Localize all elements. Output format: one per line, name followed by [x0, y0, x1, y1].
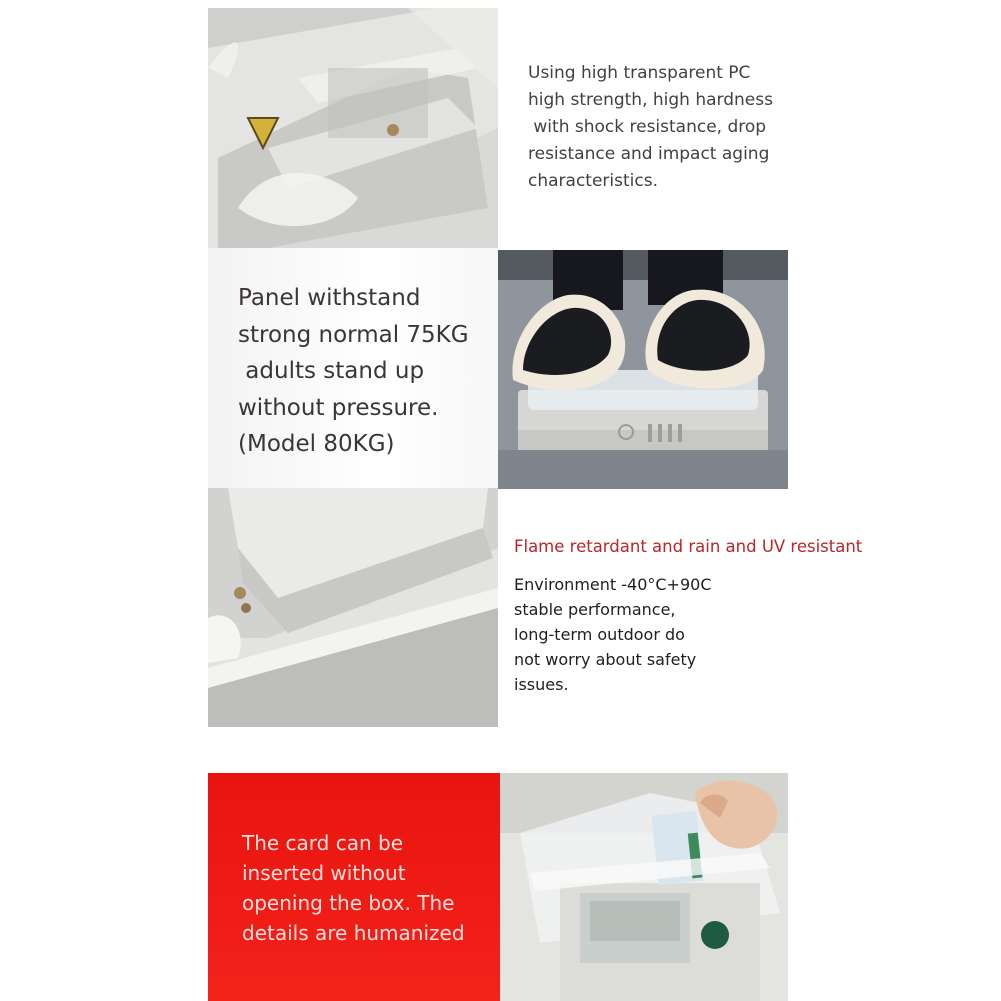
card-insertion-photo — [500, 773, 788, 1001]
cover-detail-photo — [208, 488, 498, 727]
transparent-cover-photo — [208, 8, 498, 248]
card-insertion-description: The card can be inserted without opening the box. The details are humanized — [242, 831, 465, 945]
transparent-pc-description: Using high transparent PC high strength, high hardness with shock resistance, drop resistance and impact aging characteristics. — [528, 63, 773, 191]
environment-description: Environment -40°C+90C stable performance, long-term outdoor do not worry about safety issues. — [514, 575, 712, 694]
standing-test-photo — [498, 250, 788, 489]
panel-load-description: Panel withstand strong normal 75KG adults stand up without pressure. (Model 80KG) — [238, 285, 469, 457]
flame-retardant-heading: Flame retardant and rain and UV resistant — [514, 537, 863, 556]
